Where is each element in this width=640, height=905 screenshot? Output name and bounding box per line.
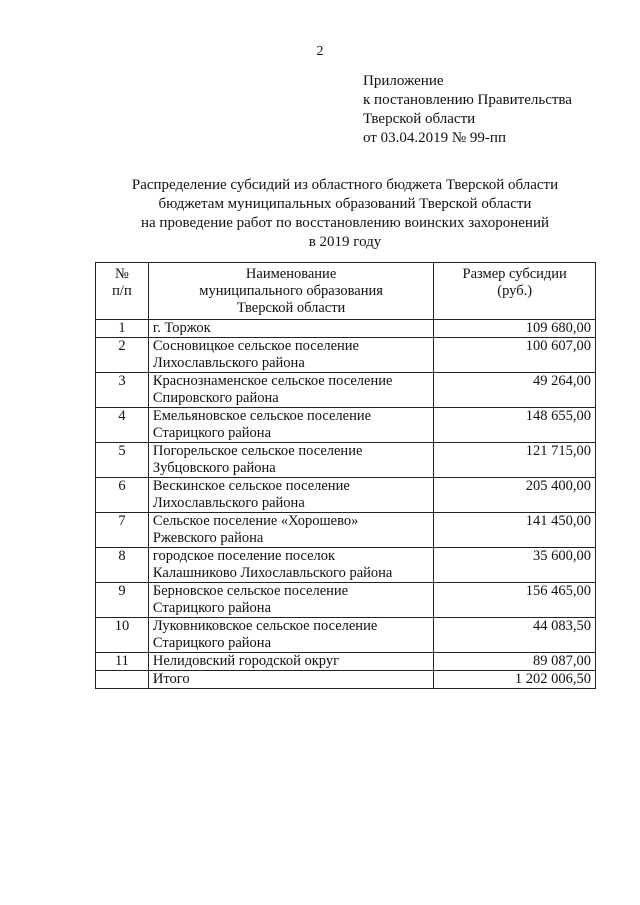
row-name [148, 548, 433, 583]
appendix-block [363, 72, 572, 148]
header-text: п/п [112, 283, 132, 299]
title-line: Распределение субсидий из областного бюджета Тверской области [131, 177, 559, 193]
table-row [96, 320, 596, 338]
header-text: № [115, 266, 129, 282]
row-amount: 35 600,00 [434, 548, 596, 583]
row-number: 1 [96, 320, 149, 338]
title-line: бюджетам муниципальных образований Тверской области [158, 196, 532, 212]
table-row [96, 443, 596, 478]
row-name-line: Ржевского района [152, 530, 264, 546]
row-name [148, 320, 433, 338]
table-row [96, 373, 596, 408]
appendix-line: Приложение [363, 73, 444, 89]
appendix-date-line: от 03.04.2019 № 99-пп [363, 130, 506, 146]
row-name-line: Калашниково Лихославльского района [152, 565, 393, 581]
row-name-line: Краснознаменское сельское поселение [152, 373, 393, 389]
row-name [148, 513, 433, 548]
header-name [148, 263, 433, 320]
row-number: 7 [96, 513, 149, 548]
row-number: 3 [96, 373, 149, 408]
header-amount [434, 263, 596, 320]
table-row [96, 618, 596, 653]
table-row [96, 653, 596, 671]
row-name [148, 583, 433, 618]
title-line: на проведение работ по восстановлению воинских захоронений [140, 215, 549, 231]
header-text: Тверской области [236, 300, 346, 316]
row-amount: 44 083,50 [434, 618, 596, 653]
row-name-line: Емельяновское сельское поселение [152, 408, 372, 424]
appendix-line: к постановлению Правительства [363, 92, 572, 108]
row-number: 2 [96, 338, 149, 373]
row-amount: 205 400,00 [434, 478, 596, 513]
row-number: 5 [96, 443, 149, 478]
table-row [96, 548, 596, 583]
row-name-line: Старицкого района [152, 425, 272, 441]
row-name [148, 443, 433, 478]
row-amount: 89 087,00 [434, 653, 596, 671]
table-row [96, 583, 596, 618]
row-name-line: Зубцовского района [152, 460, 276, 476]
row-number: 10 [96, 618, 149, 653]
subsidies-table [95, 262, 596, 689]
row-name-line: Берновское сельское поселение [152, 583, 349, 599]
page-number: 2 [316, 44, 324, 59]
row-name-line: Нелидовский городской округ [152, 653, 340, 669]
header-number [96, 263, 149, 320]
row-name-line: Старицкого района [152, 635, 272, 651]
row-number: 4 [96, 408, 149, 443]
row-number: 9 [96, 583, 149, 618]
row-name-line: Вескинское сельское поселение [152, 478, 350, 494]
row-name [148, 653, 433, 671]
header-text: Размер субсидии [462, 266, 567, 282]
row-amount: 100 607,00 [434, 338, 596, 373]
row-amount: 141 450,00 [434, 513, 596, 548]
row-name-line: г. Торжок [152, 320, 211, 336]
header-text: Наименование [245, 266, 337, 282]
row-name-line: Старицкого района [152, 600, 272, 616]
row-name-line: Погорельское сельское поселение [152, 443, 363, 459]
row-amount: 148 655,00 [434, 408, 596, 443]
row-name [148, 408, 433, 443]
header-text: (руб.) [497, 283, 533, 299]
row-name [148, 618, 433, 653]
total-label: Итого [148, 671, 433, 689]
table-row [96, 513, 596, 548]
header-text: муниципального образования [199, 283, 383, 299]
row-name [148, 373, 433, 408]
total-number-cell [96, 671, 149, 689]
row-number: 6 [96, 478, 149, 513]
row-name-line: городское поселение поселок [152, 548, 336, 564]
document-title [95, 176, 595, 252]
row-amount: 109 680,00 [434, 320, 596, 338]
appendix-line: Тверской области [363, 111, 476, 127]
row-name [148, 338, 433, 373]
row-name-line: Лихославльского района [152, 355, 305, 371]
row-amount: 121 715,00 [434, 443, 596, 478]
table-row [96, 478, 596, 513]
table-header-row [96, 263, 596, 320]
row-name-line: Сосновицкое сельское поселение [152, 338, 359, 354]
row-number: 8 [96, 548, 149, 583]
title-line: в 2019 году [308, 234, 382, 250]
row-name-line: Сельское поселение «Хорошево» [152, 513, 359, 529]
table-row [96, 338, 596, 373]
row-name-line: Лихославльского района [152, 495, 305, 511]
total-row [96, 671, 596, 689]
row-amount: 156 465,00 [434, 583, 596, 618]
row-amount: 49 264,00 [434, 373, 596, 408]
row-number: 11 [96, 653, 149, 671]
row-name-line: Луковниковское сельское поселение [152, 618, 378, 634]
table-row [96, 408, 596, 443]
row-name [148, 478, 433, 513]
row-name-line: Спировского района [152, 390, 279, 406]
total-amount: 1 202 006,50 [434, 671, 596, 689]
